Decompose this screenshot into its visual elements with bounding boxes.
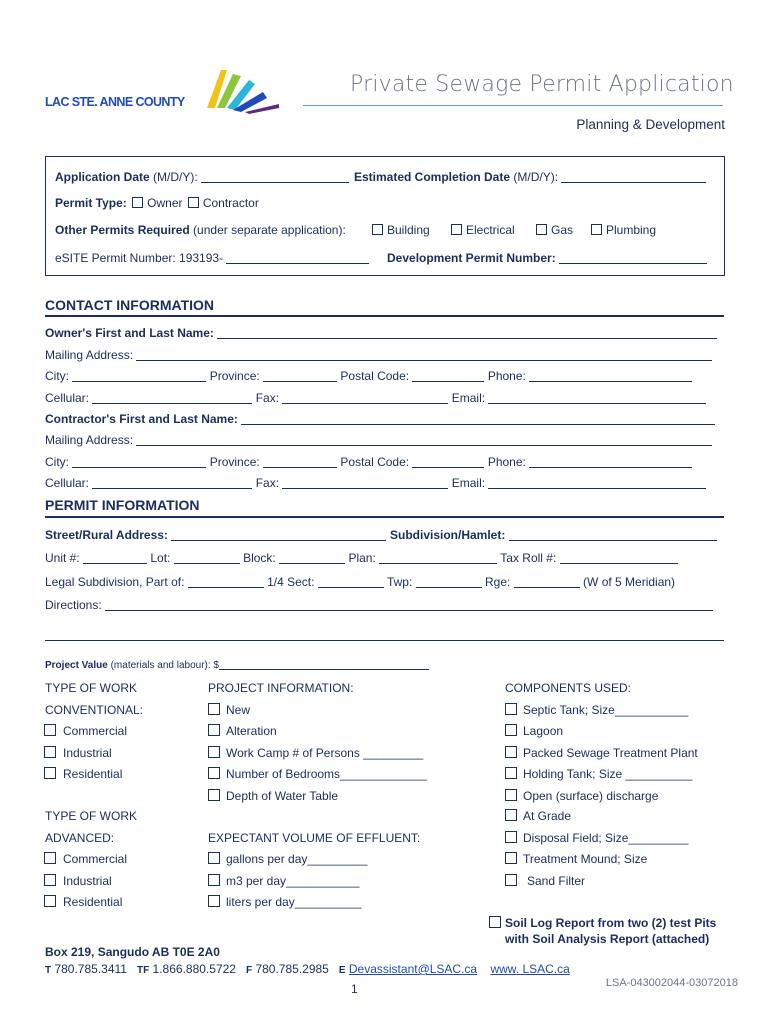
completion-date-field[interactable]: [561, 171, 706, 183]
contractor-name-label: Contractor's First and Last Name:: [45, 412, 238, 426]
owner-postal-label: Postal Code:: [340, 369, 410, 383]
advanced-heading: ADVANCED:: [45, 831, 115, 845]
project-workcamp-checkbox[interactable]: [208, 746, 220, 758]
owner-cell-field[interactable]: [92, 392, 252, 404]
plan-label: Plan:: [348, 551, 376, 565]
contractor-mailing-label: Mailing Address:: [45, 433, 134, 447]
gas-checkbox[interactable]: [536, 224, 547, 235]
plumbing-checkbox[interactable]: [591, 224, 602, 235]
website-link[interactable]: www. LSAC.ca: [490, 962, 570, 976]
contractor-postal-field[interactable]: [412, 456, 484, 468]
owner-phone-label: Phone:: [487, 369, 526, 383]
other-permit-plumbing[interactable]: [591, 223, 656, 237]
project-value-label: Project Value: [45, 660, 108, 671]
contractor-email-field[interactable]: [488, 477, 706, 489]
contact-heading: CONTACT INFORMATION: [45, 297, 215, 313]
owner-mailing-field[interactable]: [136, 349, 712, 361]
component-packed-label: Packed Sewage Treatment Plant: [523, 746, 698, 760]
permit-rule: [45, 516, 724, 518]
logo-text: LAC STE. ANNE COUNTY: [45, 95, 185, 109]
owner-name-label: Owner's First and Last Name:: [45, 326, 214, 340]
page-number: 1: [351, 982, 358, 996]
project-alteration-label: Alteration: [226, 724, 277, 738]
component-mound-checkbox[interactable]: [505, 852, 517, 864]
footer-contacts: [45, 962, 570, 976]
owner-cell-label: Cellular:: [45, 391, 90, 405]
conventional-heading: CONVENTIONAL:: [45, 703, 144, 717]
contractor-city-field[interactable]: [72, 456, 206, 468]
form-code: LSA-043002044-03072018: [605, 977, 738, 989]
contractor-city-label: City:: [45, 455, 69, 469]
owner-province-label: Province:: [209, 369, 260, 383]
soil-log-checkbox[interactable]: [489, 916, 501, 928]
effluent-liters-checkbox[interactable]: [208, 895, 220, 907]
dev-permit-row: [387, 251, 707, 265]
permit-type-label: Permit Type:: [55, 196, 127, 210]
rge-label: Rge:: [484, 575, 511, 589]
owner-phone-field[interactable]: [529, 370, 692, 382]
components-heading: COMPONENTS USED:: [505, 681, 632, 695]
contractor-province-field[interactable]: [263, 456, 337, 468]
effluent-liters-label: liters per day__________: [226, 895, 362, 909]
page-title: Private Sewage Permit Application: [350, 72, 734, 97]
project-value-hint: (materials and labour): $: [110, 660, 219, 671]
street-row: [45, 528, 386, 542]
type-of-work-heading-2: TYPE OF WORK: [45, 809, 138, 823]
effluent-heading: EXPECTANT VOLUME OF EFFLUENT:: [208, 831, 421, 845]
block-label: Block:: [243, 551, 276, 565]
conventional-industrial-label: Industrial: [63, 746, 112, 760]
owner-mailing-row: [45, 348, 712, 362]
contractor-fax-label: Fax:: [255, 476, 280, 490]
directions-field[interactable]: [105, 599, 713, 611]
other-permits-hint: (under separate application):: [193, 223, 346, 237]
advanced-industrial-checkbox[interactable]: [44, 874, 56, 886]
contact-rule: [45, 315, 724, 317]
other-permit-electrical[interactable]: [451, 223, 515, 237]
subdivision-field[interactable]: [509, 529, 717, 541]
block-field[interactable]: [279, 552, 345, 564]
plumbing-option: Plumbing: [606, 223, 657, 237]
legal-row: [45, 575, 675, 589]
application-date-row: [55, 170, 349, 184]
completion-date-label: Estimated Completion Date: [354, 170, 511, 184]
contractor-option: Contractor: [202, 196, 259, 210]
twp-field[interactable]: [416, 576, 482, 588]
contractor-city-row: [45, 455, 692, 469]
effluent-gallons-checkbox[interactable]: [208, 852, 220, 864]
tax-roll-field[interactable]: [560, 552, 678, 564]
lot-block-row: [45, 551, 678, 565]
component-mound-label: Treatment Mound; Size: [523, 852, 648, 866]
legal-field[interactable]: [188, 576, 264, 588]
contractor-cell-label: Cellular:: [45, 476, 90, 490]
owner-email-label: Email:: [451, 391, 486, 405]
advanced-commercial-checkbox[interactable]: [44, 852, 56, 864]
project-new-label: New: [226, 703, 251, 717]
gas-option: Gas: [551, 223, 574, 237]
component-sand-filter-label: Sand Filter: [527, 874, 586, 888]
department-label: Planning & Development: [576, 117, 725, 132]
street-field[interactable]: [171, 529, 386, 541]
conventional-commercial-label: Commercial: [63, 724, 128, 738]
owner-city-field[interactable]: [72, 370, 206, 382]
owner-name-row: [45, 326, 717, 340]
twp-label: Twp:: [386, 575, 413, 589]
electrical-option: Electrical: [466, 223, 515, 237]
completion-date-row: [354, 170, 706, 184]
owner-postal-field[interactable]: [412, 370, 484, 382]
component-holding-checkbox[interactable]: [505, 767, 517, 779]
contractor-cell-field[interactable]: [92, 477, 252, 489]
county-logo-icon: [203, 68, 283, 114]
effluent-gallons-label: gallons per day_________: [226, 852, 368, 866]
dev-permit-label: Development Permit Number:: [387, 251, 556, 265]
soil-log-line-2: with Soil Analysis Report (attached): [505, 932, 710, 946]
footer-address: Box 219, Sangudo AB T0E 2A0: [45, 945, 220, 959]
contractor-cell-row: [45, 476, 706, 490]
owner-cell-row: [45, 391, 706, 405]
component-lagoon-label: Lagoon: [523, 724, 564, 738]
component-packed-checkbox[interactable]: [505, 746, 517, 758]
lot-field[interactable]: [174, 552, 240, 564]
owner-fax-field[interactable]: [282, 392, 448, 404]
directions-line-2[interactable]: [45, 640, 724, 641]
component-septic-label: Septic Tank; Size___________: [523, 703, 689, 717]
project-alteration-checkbox[interactable]: [208, 724, 220, 736]
project-bedrooms-checkbox[interactable]: [208, 767, 220, 779]
contractor-postal-label: Postal Code:: [340, 455, 410, 469]
contractor-mailing-row: [45, 433, 712, 447]
subdivision-label: Subdivision/Hamlet:: [390, 528, 506, 542]
conventional-residential-checkbox[interactable]: [44, 767, 56, 779]
project-new-checkbox[interactable]: [208, 703, 220, 715]
contractor-mailing-field[interactable]: [136, 434, 712, 446]
owner-province-field[interactable]: [263, 370, 337, 382]
permit-heading: PERMIT INFORMATION: [45, 497, 200, 513]
owner-email-field[interactable]: [488, 392, 706, 404]
project-water-table-checkbox[interactable]: [208, 789, 220, 801]
other-permit-gas[interactable]: [536, 223, 573, 237]
advanced-residential-label: Residential: [63, 895, 123, 909]
component-sand-filter-checkbox[interactable]: [505, 874, 517, 886]
esite-row: [55, 251, 369, 265]
contractor-name-field[interactable]: [241, 413, 715, 425]
effluent-m3-checkbox[interactable]: [208, 874, 220, 886]
conventional-residential-label: Residential: [63, 767, 123, 781]
quarter-field[interactable]: [318, 576, 384, 588]
quarter-label: 1/4 Sect:: [267, 575, 315, 589]
conventional-commercial-checkbox[interactable]: [44, 724, 56, 736]
email-link[interactable]: Devassistant@LSAC.ca: [348, 962, 478, 976]
application-date-label: Application Date: [55, 170, 150, 184]
street-label: Street/Rural Address:: [45, 528, 168, 542]
rge-field[interactable]: [514, 576, 580, 588]
owner-checkbox[interactable]: [132, 197, 143, 208]
component-disposal-label: Disposal Field; Size_________: [523, 831, 689, 845]
project-bedrooms-label: Number of Bedrooms_____________: [226, 767, 427, 781]
conventional-industrial-checkbox[interactable]: [44, 746, 56, 758]
esite-field[interactable]: [226, 252, 369, 264]
component-holding-label: Holding Tank; Size __________: [523, 767, 693, 781]
fax-prefix: F: [245, 965, 253, 976]
component-septic-checkbox[interactable]: [505, 703, 517, 715]
owner-city-label: City:: [45, 369, 69, 383]
contractor-province-label: Province:: [209, 455, 260, 469]
component-at-grade-checkbox[interactable]: [505, 809, 517, 821]
component-lagoon-checkbox[interactable]: [505, 724, 517, 736]
unit-label: Unit #:: [45, 551, 80, 565]
project-value-row: [45, 658, 429, 671]
advanced-residential-checkbox[interactable]: [44, 895, 56, 907]
owner-city-row: [45, 369, 692, 383]
owner-fax-label: Fax:: [255, 391, 280, 405]
contractor-phone-label: Phone:: [487, 455, 526, 469]
tollfree-number: 1.866.880.5722: [152, 962, 236, 976]
project-water-table-label: Depth of Water Table: [226, 789, 339, 803]
fax-number: 780.785.2985: [255, 962, 329, 976]
building-option: Building: [387, 223, 430, 237]
subdivision-row: [390, 528, 717, 542]
soil-log-line-1: Soil Log Report from two (2) test Pits: [505, 916, 717, 930]
project-value-field[interactable]: [219, 658, 429, 670]
project-info-heading: PROJECT INFORMATION:: [208, 681, 354, 695]
completion-date-hint: (M/D/Y):: [513, 170, 559, 184]
contractor-checkbox[interactable]: [188, 197, 199, 208]
contractor-name-row: [45, 412, 715, 426]
component-open-checkbox[interactable]: [505, 789, 517, 801]
owner-name-field[interactable]: [217, 327, 717, 339]
other-permits-label: Other Permits Required: [55, 223, 190, 237]
electrical-checkbox[interactable]: [451, 224, 462, 235]
permit-type-row: [55, 196, 259, 210]
application-date-field[interactable]: [201, 171, 349, 183]
other-permits-row: [55, 223, 346, 237]
phone-prefix: T: [45, 965, 52, 976]
lot-label: Lot:: [150, 551, 171, 565]
unit-field[interactable]: [83, 552, 147, 564]
legal-label: Legal Subdivision, Part of:: [45, 575, 185, 589]
application-date-hint: (M/D/Y):: [153, 170, 198, 184]
owner-mailing-label: Mailing Address:: [45, 348, 134, 362]
other-permit-building[interactable]: [372, 223, 430, 237]
dev-permit-field[interactable]: [559, 252, 707, 264]
project-workcamp-label: Work Camp # of Persons _________: [226, 746, 424, 760]
title-rule: [303, 105, 723, 106]
contractor-email-label: Email:: [451, 476, 486, 490]
component-disposal-checkbox[interactable]: [505, 831, 517, 843]
directions-label: Directions:: [45, 598, 102, 612]
directions-row: [45, 598, 713, 612]
meridian-label: (W of 5 Meridian): [583, 575, 676, 589]
component-at-grade-label: At Grade: [523, 809, 572, 823]
plan-field[interactable]: [379, 552, 497, 564]
component-open-label: Open (surface) discharge: [523, 789, 659, 803]
tollfree-prefix: TF: [136, 965, 150, 976]
esite-label: eSITE Permit Number: 193193-: [55, 251, 224, 265]
type-of-work-heading: TYPE OF WORK: [45, 681, 138, 695]
tax-roll-label: Tax Roll #:: [500, 551, 557, 565]
advanced-industrial-label: Industrial: [63, 874, 112, 888]
contractor-phone-field[interactable]: [529, 456, 692, 468]
contractor-fax-field[interactable]: [282, 477, 448, 489]
advanced-commercial-label: Commercial: [63, 852, 128, 866]
effluent-m3-label: m3 per day___________: [226, 874, 360, 888]
building-checkbox[interactable]: [372, 224, 383, 235]
email-prefix: E: [338, 965, 346, 976]
owner-option: Owner: [147, 196, 183, 210]
phone-number: 780.785.3411: [54, 962, 127, 976]
